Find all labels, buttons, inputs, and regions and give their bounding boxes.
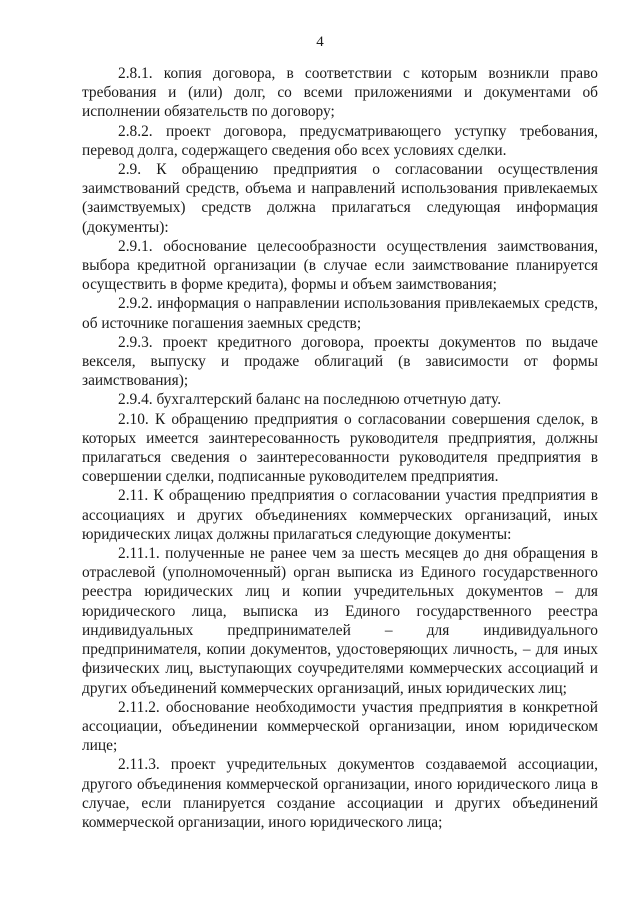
paragraph-2-9: 2.9. К обращению предприятия о согласовании осуществления заимствований средств, объема и направлений использования привлекаемых (заимствуемых) средств должна прилагаться следующая информация (документы): [82, 161, 598, 236]
paragraph-2-10: 2.10. К обращению предприятия о согласовании совершения сделок, в которых имеется заинтересованность руководителя предприятия, должны прилагаться сведения о заинтересованности руководителя предприятия в совершении сделки, подписанные руководителем предприятия. [82, 410, 598, 486]
paragraph-2-9-3: 2.9.3. проект кредитного договора, проекты документов по выдаче векселя, выпуску и продаже облигаций (в зависимости от формы заимствования); [82, 333, 598, 390]
paragraph-2-9-1: 2.9.1. обоснование целесообразности осуществления заимствования, выбора кредитной организации (в случае если заимствование планируется осуществить в форме кредита), формы и объем заимствования; [82, 237, 598, 294]
paragraph-2-11-1: 2.11.1. полученные не ранее чем за шесть месяцев до дня обращения в отраслевой (уполномоченный) орган выписка из Единого государственного реестра юридических лиц и копии учредительных документов – для юридического лица, выписка из Единого государственного реестра индивидуальных предпринимателей – для индивидуального предпринимателя, копии документов, удостоверяющих личность, – для иных физических лиц, выступающих соучредителями коммерческих ассоциаций и других объединений коммерческих организаций, иных юридических лиц; [82, 545, 598, 697]
paragraph-2-11-3: 2.11.3. проект учредительных документов создаваемой ассоциации, другого объединения коммерческой организации, иного юридического лица в случае, если планируется создание ассоциации и других объединений коммерческой организации, иного юридического лица; [82, 756, 598, 831]
paragraph-2-11: 2.11. К обращению предприятия о согласовании участия предприятия в ассоциациях и других объединениях коммерческих организаций, иных юридических лицах должны прилагаться следующие документы: [82, 487, 598, 543]
page-number: 4 [316, 34, 324, 50]
paragraph-2-8-1: 2.8.1. копия договора, в соответствии с которым возникли право требования и (или) долг, со всеми приложениями и документами об исполнении обязательств по договору; [82, 65, 598, 121]
paragraph-2-11-2: 2.11.2. обоснование необходимости участия предприятия в конкретной ассоциации, объединении коммерческой организации, ином юридическом лице; [82, 698, 598, 755]
document-body [82, 64, 598, 832]
paragraph-2-8-2: 2.8.2. проект договора, предусматривающего уступку требования, перевод долга, содержащего сведения обо всех условиях сделки. [82, 122, 598, 159]
paragraph-2-9-4: 2.9.4. бухгалтерский баланс на последнюю отчетную дату. [118, 391, 502, 409]
paragraph-2-9-2: 2.9.2. информация о направлении использования привлекаемых средств, об источнике погашения заемных средств; [82, 295, 598, 332]
